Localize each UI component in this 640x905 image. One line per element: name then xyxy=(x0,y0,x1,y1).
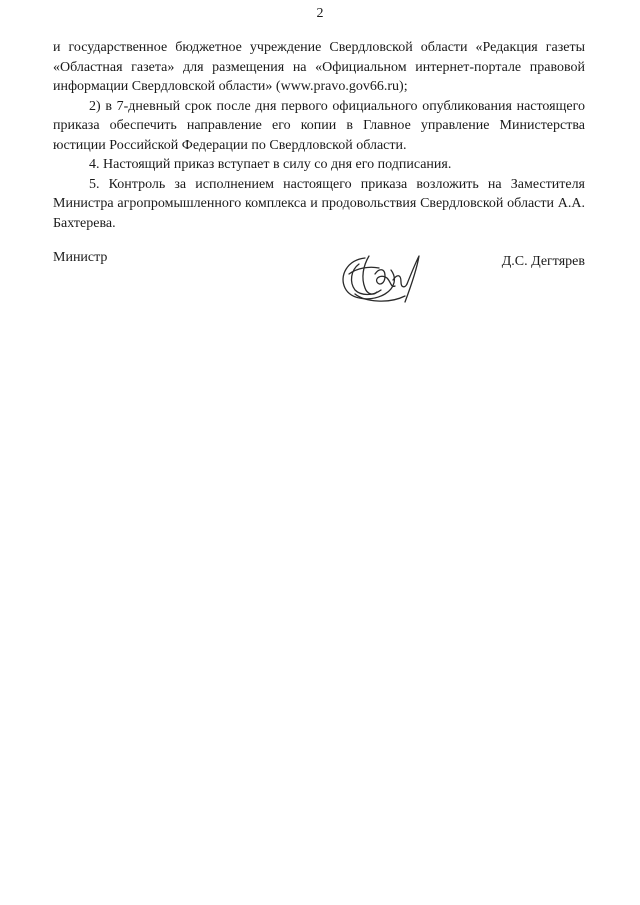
signatory-name: Д.С. Дегтярев xyxy=(501,254,585,269)
handwritten-signature-icon xyxy=(335,244,431,308)
paragraph-item-2: 2) в 7-дневный срок после дня первого официального опубликования настоящего приказа обеспечить направление его копии в Главное управление Министерства юстиции Российской Федерации по Свердловской области. xyxy=(53,98,585,153)
signatory-title: Министр xyxy=(53,250,108,265)
paragraph-item-5: 5. Контроль за исполнением настоящего приказа возложить на Заместителя Министра агропромышленного комплекса и продовольствия Свердловской области А.А. Бахтерева. xyxy=(53,176,585,231)
paragraph-item-4: 4. Настоящий приказ вступает в силу со дня его подписания. xyxy=(89,157,452,172)
document-body xyxy=(53,38,585,233)
signature-block xyxy=(53,244,585,314)
paragraph-continuation: и государственное бюджетное учреждение Свердловской области «Редакция газеты «Областная газета» для размещения на «Официальном интернет-портале правовой информации Свердловской области» (www.pravo.gov66.ru); xyxy=(53,40,585,94)
page-number: 2 xyxy=(316,6,324,21)
